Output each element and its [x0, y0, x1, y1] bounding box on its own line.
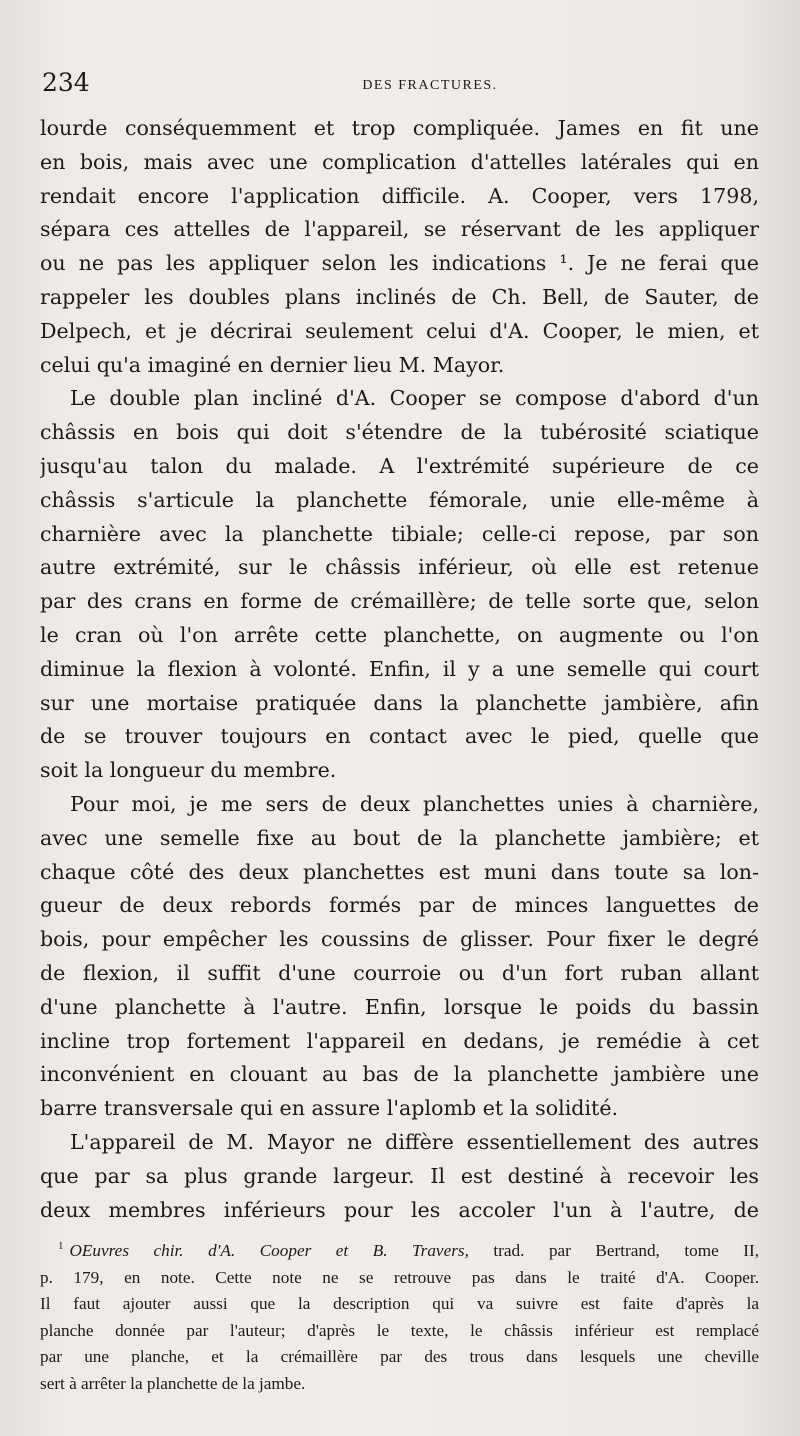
footnote-line: p. 179, en note. Cette note ne se retrouve pas dans le traité d'A. Cooper. [40, 1267, 759, 1287]
body-text [40, 112, 759, 1227]
paragraph [40, 112, 759, 382]
text-line: sur une mortaise pratiquée dans la planchette jambière, afin [40, 690, 759, 715]
text-line: lourde conséquemment et trop compliquée. James en fit une [40, 116, 759, 140]
page-header [40, 66, 780, 106]
text-line: incline trop fortement l'appareil en dedans, je remédie à cet [40, 1028, 759, 1053]
text-line: le cran où l'on arrête cette planchette, on augmente ou l'on [40, 622, 759, 647]
text-line: celui qu'a imaginé en dernier lieu M. Mayor. [40, 352, 505, 377]
text-line: jusqu'au talon du malade. A l'extrémité supérieure de ce [40, 453, 759, 478]
running-head: DES FRACTURES. [362, 78, 498, 93]
footnote-line: Il faut ajouter aussi que la description qui va suivre est faite d'après la [40, 1294, 759, 1313]
text-line: par des crans en forme de crémaillère; de telle sorte que, selon [40, 589, 759, 614]
text-line: diminue la flexion à volonté. Enfin, il y a une semelle qui court [40, 656, 759, 681]
paragraph [40, 382, 759, 788]
text-line: sépara ces attelles de l'appareil, se réservant de les appliquer [40, 217, 759, 242]
footnote-marker: 1 [58, 1240, 64, 1253]
footnote-line [40, 1238, 759, 1265]
footnote-line: sert à arrêter la planchette de la jambe. [40, 1373, 306, 1393]
page-number: 234 [42, 68, 90, 97]
paragraph [40, 788, 759, 1126]
footnote-line: par une planche, et la crémaillère par des trous dans lesquels une cheville [40, 1347, 759, 1366]
text-line: barre transversale qui en assure l'aplomb et la solidité. [40, 1096, 619, 1121]
text-line: inconvénient en clouant au bas de la planchette jambière une [40, 1062, 759, 1087]
text-line: rappeler les doubles plans inclinés de Ch. Bell, de Sauter, de [40, 284, 759, 309]
text-line: que par sa plus grande largeur. Il est destiné à recevoir les [40, 1163, 759, 1188]
text-line: Pour moi, je me sers de deux planchettes unies à charnière, [70, 791, 759, 816]
text-line: ou ne pas les appliquer selon les indications ¹. Je ne ferai que [40, 251, 759, 276]
paragraph [40, 1126, 759, 1227]
footnote-reference: OEuvres chir. d'A. Cooper et B. Travers, [69, 1241, 469, 1260]
text-line: Le double plan incliné d'A. Cooper se compose d'abord d'un [70, 386, 759, 411]
text-line: gueur de deux rebords formés par de minces languettes de [40, 893, 759, 918]
text-line: châssis s'articule la planchette fémorale, unie elle-même à [40, 487, 759, 512]
footnote-line: planche donnée par l'auteur; d'après le texte, le châssis inférieur est remplacé [40, 1320, 759, 1340]
text-line: bois, pour empêcher les coussins de glisser. Pour fixer le degré [40, 927, 759, 952]
text-line: rendait encore l'application difficile. A. Cooper, vers 1798, [40, 183, 759, 208]
text-line: de flexion, il suffit d'une courroie ou d'un fort ruban allant [40, 960, 759, 985]
text-line: autre extrémité, sur le châssis inférieur, où elle est retenue [40, 555, 759, 580]
text-line: de se trouver toujours en contact avec le pied, quelle que [40, 724, 759, 749]
text-line: chaque côté des deux planchettes est muni dans toute sa lon- [40, 859, 759, 884]
text-line: d'une planchette à l'autre. Enfin, lorsque le poids du bassin [40, 994, 759, 1019]
footnote [40, 1238, 759, 1397]
text-line: châssis en bois qui doit s'étendre de la tubérosité sciatique [40, 420, 759, 445]
footnote-text: trad. par Bertrand, tome II, [493, 1241, 759, 1260]
text-line: deux membres inférieurs pour les accoler l'un à l'autre, de [40, 1197, 759, 1222]
text-line: avec une semelle fixe au bout de la planchette jambière; et [40, 825, 759, 850]
text-line: en bois, mais avec une complication d'attelles latérales qui en [40, 149, 759, 174]
text-line: Delpech, et je décrirai seulement celui d'A. Cooper, le mien, et [40, 318, 759, 343]
text-line: soit la longueur du membre. [40, 758, 337, 783]
text-line: charnière avec la planchette tibiale; celle-ci repose, par son [40, 521, 759, 546]
text-line: L'appareil de M. Mayor ne diffère essentiellement des autres [70, 1129, 759, 1154]
